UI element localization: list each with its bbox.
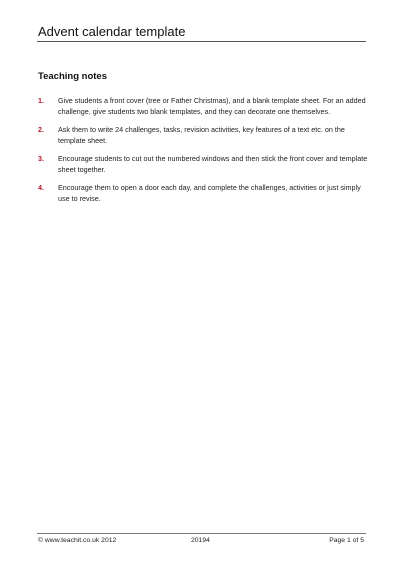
page-title: Advent calendar template [38,24,186,39]
list-item [38,154,368,175]
page-footer [38,536,366,548]
title-divider [37,41,366,42]
footer-resource-code: 20194 [191,537,210,544]
list-item-text: Ask them to write 24 challenges, tasks, revision activities, key features of a text etc. on the template sheet. [58,125,345,145]
list-item [38,96,368,117]
list-item-number: 1. [38,96,44,105]
list-item [38,125,368,146]
footer-page-number: Page 1 of 5 [329,537,364,544]
list-item-number: 2. [38,125,44,134]
list-item [38,183,368,204]
footer-divider [37,533,366,534]
section-heading: Teaching notes [38,71,107,82]
list-item-text: Give students a front cover (tree or Father Christmas), and a blank template sheet. For an added challenge, give students two blank templates, and they can decorate one themselves. [58,96,366,116]
list-item-number: 3. [38,154,44,163]
teaching-notes-list [38,96,368,212]
list-item-text: Encourage them to open a door each day, and complete the challenges, activities or just simply use to revise. [58,183,361,203]
list-item-text: Encourage students to cut out the numbered windows and then stick the front cover and template sheet together. [58,154,368,174]
list-item-number: 4. [38,183,44,192]
footer-copyright: © www.teachit.co.uk 2012 [38,537,117,544]
